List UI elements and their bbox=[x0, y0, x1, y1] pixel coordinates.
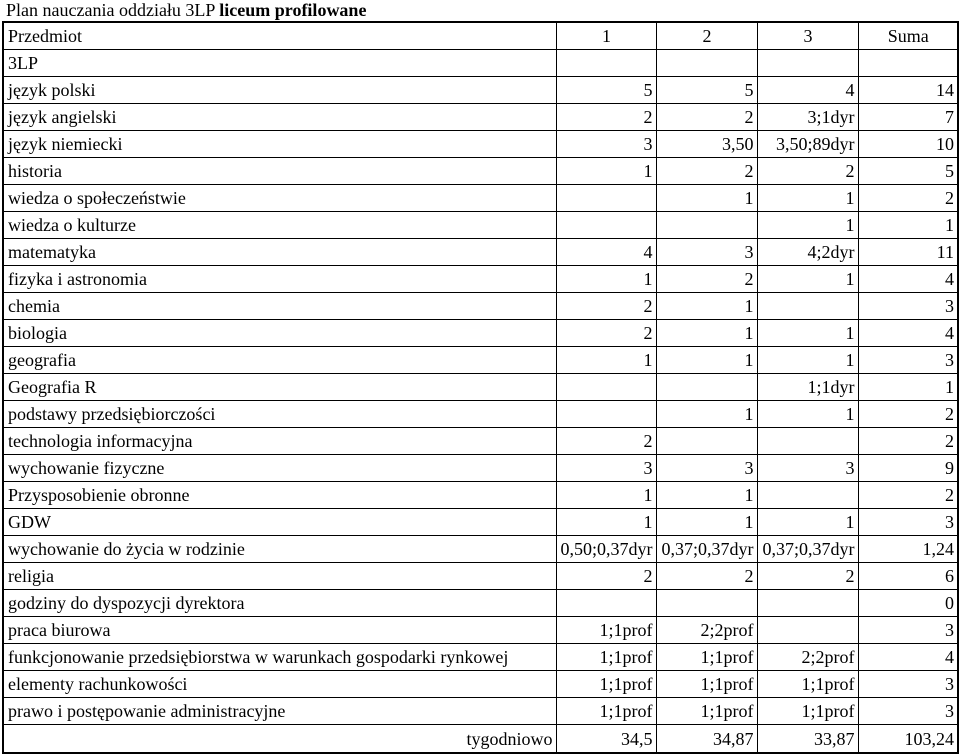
subject-cell: język niemiecki bbox=[3, 131, 556, 158]
header-col1: 1 bbox=[556, 22, 656, 50]
hours-value: 2 bbox=[845, 161, 855, 181]
hours-cell-sum bbox=[858, 374, 958, 401]
hours-value: 2 bbox=[744, 269, 754, 289]
hours-value: 1;1prof bbox=[599, 620, 653, 640]
table-row bbox=[3, 185, 958, 212]
table-row bbox=[3, 644, 958, 671]
hours-value: 7 bbox=[945, 107, 954, 127]
hours-cell-c2 bbox=[656, 320, 757, 347]
header-sum: Suma bbox=[858, 22, 958, 50]
total-label: tygodniowo bbox=[3, 725, 556, 754]
class-row bbox=[3, 50, 958, 77]
hours-cell-sum bbox=[858, 698, 958, 725]
hours-cell-sum bbox=[858, 428, 958, 455]
hours-value: 1 bbox=[845, 512, 855, 532]
subject-cell: prawo i postępowanie administracyjne bbox=[3, 698, 556, 725]
hours-cell-sum bbox=[858, 212, 958, 239]
hours-cell-c3 bbox=[757, 320, 858, 347]
hours-value: 9 bbox=[945, 458, 954, 478]
hours-cell-c2 bbox=[656, 131, 757, 158]
hours-value: 4 bbox=[643, 242, 653, 262]
hours-value: 3 bbox=[945, 674, 954, 694]
hours-value: 1 bbox=[845, 350, 855, 370]
hours-value: 3 bbox=[744, 242, 754, 262]
hours-cell-c2 bbox=[656, 401, 757, 428]
hours-value: 1 bbox=[845, 323, 855, 343]
hours-cell-c1 bbox=[556, 131, 656, 158]
subject-cell: technologia informacyjna bbox=[3, 428, 556, 455]
hours-value: 1 bbox=[643, 269, 653, 289]
table-row bbox=[3, 617, 958, 644]
hours-cell-sum bbox=[858, 644, 958, 671]
curriculum-table bbox=[2, 21, 959, 754]
hours-value: 3 bbox=[744, 458, 754, 478]
hours-cell-c1 bbox=[556, 293, 656, 320]
hours-cell-c2 bbox=[656, 590, 757, 617]
table-row bbox=[3, 455, 958, 482]
hours-cell-sum bbox=[858, 455, 958, 482]
hours-value: 1,24 bbox=[922, 539, 954, 559]
hours-value: 1 bbox=[643, 350, 653, 370]
subject-cell: wiedza o społeczeństwie bbox=[3, 185, 556, 212]
total-col2: 34,87 bbox=[656, 725, 757, 754]
hours-cell-c2 bbox=[656, 428, 757, 455]
hours-value: 1;1prof bbox=[801, 674, 855, 694]
document-title bbox=[0, 0, 960, 21]
hours-cell-c2 bbox=[656, 563, 757, 590]
subject-cell: historia bbox=[3, 158, 556, 185]
hours-cell-c1 bbox=[556, 239, 656, 266]
hours-cell-sum bbox=[858, 617, 958, 644]
hours-value: 1 bbox=[845, 404, 855, 424]
hours-value: 4 bbox=[945, 323, 954, 343]
hours-cell-c1 bbox=[556, 698, 656, 725]
table-row bbox=[3, 698, 958, 725]
hours-cell-c3 bbox=[757, 158, 858, 185]
hours-cell-c3 bbox=[757, 104, 858, 131]
hours-cell-c3 bbox=[757, 428, 858, 455]
class-cell-empty bbox=[656, 50, 757, 77]
hours-value: 1 bbox=[744, 350, 754, 370]
hours-value: 3 bbox=[643, 134, 653, 154]
hours-cell-c1 bbox=[556, 617, 656, 644]
hours-value: 3 bbox=[945, 512, 954, 532]
hours-value: 14 bbox=[936, 80, 954, 100]
hours-value: 2 bbox=[643, 431, 653, 451]
hours-cell-c3 bbox=[757, 293, 858, 320]
hours-value: 3 bbox=[643, 458, 653, 478]
hours-cell-c3 bbox=[757, 563, 858, 590]
header-col3: 3 bbox=[757, 22, 858, 50]
hours-cell-c3 bbox=[757, 509, 858, 536]
hours-cell-c2 bbox=[656, 374, 757, 401]
hours-cell-sum bbox=[858, 239, 958, 266]
hours-value: 4;2dyr bbox=[807, 242, 855, 262]
hours-value: 3,50 bbox=[722, 134, 754, 154]
hours-value: 1 bbox=[945, 377, 954, 397]
title-prefix: Plan nauczania oddziału 3LP bbox=[6, 0, 220, 20]
hours-value: 2 bbox=[945, 431, 954, 451]
subject-cell: Przysposobienie obronne bbox=[3, 482, 556, 509]
hours-cell-c2 bbox=[656, 455, 757, 482]
hours-cell-c2 bbox=[656, 509, 757, 536]
hours-value: 6 bbox=[945, 566, 954, 586]
subject-cell: elementy rachunkowości bbox=[3, 671, 556, 698]
hours-cell-c2 bbox=[656, 266, 757, 293]
hours-value: 1;1prof bbox=[599, 701, 653, 721]
hours-cell-c1 bbox=[556, 320, 656, 347]
hours-value: 2 bbox=[945, 188, 954, 208]
table-row bbox=[3, 482, 958, 509]
hours-cell-c2 bbox=[656, 293, 757, 320]
hours-cell-c2 bbox=[656, 482, 757, 509]
hours-cell-c3 bbox=[757, 374, 858, 401]
hours-cell-c2 bbox=[656, 77, 757, 104]
hours-value: 5 bbox=[945, 161, 954, 181]
hours-value: 2 bbox=[744, 161, 754, 181]
hours-value: 1 bbox=[744, 323, 754, 343]
hours-cell-c1 bbox=[556, 266, 656, 293]
hours-cell-c1 bbox=[556, 347, 656, 374]
hours-cell-sum bbox=[858, 131, 958, 158]
hours-cell-c2 bbox=[656, 104, 757, 131]
subject-cell: chemia bbox=[3, 293, 556, 320]
table-row bbox=[3, 212, 958, 239]
hours-value: 1 bbox=[643, 512, 653, 532]
hours-value: 4 bbox=[945, 269, 954, 289]
hours-cell-sum bbox=[858, 482, 958, 509]
hours-cell-sum bbox=[858, 401, 958, 428]
hours-cell-c3 bbox=[757, 536, 858, 563]
hours-cell-c3 bbox=[757, 482, 858, 509]
hours-cell-sum bbox=[858, 77, 958, 104]
table-row bbox=[3, 563, 958, 590]
hours-value: 2 bbox=[643, 107, 653, 127]
hours-cell-c2 bbox=[656, 698, 757, 725]
subject-cell: religia bbox=[3, 563, 556, 590]
table-row bbox=[3, 104, 958, 131]
table-row bbox=[3, 239, 958, 266]
table-row bbox=[3, 266, 958, 293]
class-cell-empty bbox=[858, 50, 958, 77]
subject-cell: wychowanie do życia w rodzinie bbox=[3, 536, 556, 563]
hours-value: 2;2prof bbox=[801, 647, 855, 667]
table-row bbox=[3, 509, 958, 536]
subject-cell: fizyka i astronomia bbox=[3, 266, 556, 293]
table-row bbox=[3, 158, 958, 185]
hours-cell-c2 bbox=[656, 617, 757, 644]
hours-cell-c1 bbox=[556, 77, 656, 104]
hours-value: 1 bbox=[643, 161, 653, 181]
total-col3: 33,87 bbox=[757, 725, 858, 754]
hours-cell-c3 bbox=[757, 77, 858, 104]
hours-cell-sum bbox=[858, 104, 958, 131]
hours-value: 1;1prof bbox=[700, 701, 754, 721]
hours-value: 11 bbox=[936, 242, 954, 262]
hours-cell-c1 bbox=[556, 374, 656, 401]
hours-value: 5 bbox=[643, 80, 653, 100]
hours-cell-c1 bbox=[556, 158, 656, 185]
subject-cell: wiedza o kulturze bbox=[3, 212, 556, 239]
hours-value: 1;1prof bbox=[700, 647, 754, 667]
class-label: 3LP bbox=[3, 50, 556, 77]
subject-cell: podstawy przedsiębiorczości bbox=[3, 401, 556, 428]
class-cell-empty bbox=[556, 50, 656, 77]
subject-cell: język polski bbox=[3, 77, 556, 104]
total-col1: 34,5 bbox=[556, 725, 656, 754]
hours-value: 3 bbox=[945, 350, 954, 370]
table-row bbox=[3, 374, 958, 401]
table-row bbox=[3, 401, 958, 428]
hours-value: 1 bbox=[945, 215, 954, 235]
hours-cell-c2 bbox=[656, 644, 757, 671]
hours-value: 1 bbox=[845, 215, 855, 235]
total-sum: 103,24 bbox=[858, 725, 958, 754]
hours-cell-c3 bbox=[757, 671, 858, 698]
hours-cell-c3 bbox=[757, 401, 858, 428]
hours-cell-sum bbox=[858, 320, 958, 347]
hours-cell-c1 bbox=[556, 104, 656, 131]
hours-value: 2;2prof bbox=[700, 620, 754, 640]
hours-cell-c1 bbox=[556, 428, 656, 455]
hours-cell-c3 bbox=[757, 590, 858, 617]
header-subject: Przedmiot bbox=[3, 22, 556, 50]
hours-value: 1 bbox=[845, 269, 855, 289]
hours-cell-c3 bbox=[757, 185, 858, 212]
hours-cell-c1 bbox=[556, 590, 656, 617]
hours-value: 1 bbox=[744, 296, 754, 316]
hours-value: 2 bbox=[643, 296, 653, 316]
class-cell-empty bbox=[757, 50, 858, 77]
subject-cell: wychowanie fizyczne bbox=[3, 455, 556, 482]
hours-value: 1 bbox=[845, 188, 855, 208]
hours-cell-c2 bbox=[656, 536, 757, 563]
table-row bbox=[3, 536, 958, 563]
hours-cell-c3 bbox=[757, 455, 858, 482]
hours-cell-c1 bbox=[556, 509, 656, 536]
hours-cell-c1 bbox=[556, 482, 656, 509]
subject-cell: Geografia R bbox=[3, 374, 556, 401]
subject-cell: GDW bbox=[3, 509, 556, 536]
hours-cell-c1 bbox=[556, 401, 656, 428]
table-row bbox=[3, 590, 958, 617]
hours-cell-c2 bbox=[656, 185, 757, 212]
hours-value: 0,37;0,37dyr bbox=[661, 539, 754, 559]
subject-cell: matematyka bbox=[3, 239, 556, 266]
hours-value: 3 bbox=[945, 620, 954, 640]
hours-cell-sum bbox=[858, 671, 958, 698]
hours-value: 1 bbox=[744, 188, 754, 208]
hours-cell-sum bbox=[858, 509, 958, 536]
hours-value: 3 bbox=[945, 296, 954, 316]
hours-cell-c1 bbox=[556, 671, 656, 698]
hours-value: 1;1prof bbox=[801, 701, 855, 721]
hours-value: 0,37;0,37dyr bbox=[762, 539, 855, 559]
hours-value: 1;1prof bbox=[599, 647, 653, 667]
hours-cell-c2 bbox=[656, 671, 757, 698]
subject-cell: geografia bbox=[3, 347, 556, 374]
hours-cell-c1 bbox=[556, 455, 656, 482]
table-row bbox=[3, 428, 958, 455]
total-row bbox=[3, 725, 958, 754]
hours-cell-c2 bbox=[656, 212, 757, 239]
curriculum-table-body bbox=[3, 22, 958, 753]
hours-value: 2 bbox=[744, 107, 754, 127]
hours-value: 1 bbox=[744, 512, 754, 532]
hours-value: 1;1prof bbox=[599, 674, 653, 694]
hours-value: 3,50;89dyr bbox=[776, 134, 855, 154]
table-row bbox=[3, 293, 958, 320]
table-row bbox=[3, 320, 958, 347]
table-row bbox=[3, 131, 958, 158]
header-col2: 2 bbox=[656, 22, 757, 50]
hours-cell-c1 bbox=[556, 563, 656, 590]
hours-cell-c3 bbox=[757, 698, 858, 725]
subject-cell: godziny do dyspozycji dyrektora bbox=[3, 590, 556, 617]
title-bold: liceum profilowane bbox=[219, 0, 367, 20]
hours-value: 4 bbox=[845, 80, 855, 100]
hours-cell-c2 bbox=[656, 158, 757, 185]
hours-cell-c3 bbox=[757, 617, 858, 644]
hours-cell-sum bbox=[858, 266, 958, 293]
hours-value: 3;1dyr bbox=[807, 107, 855, 127]
hours-value: 5 bbox=[744, 80, 754, 100]
hours-cell-sum bbox=[858, 293, 958, 320]
table-row bbox=[3, 671, 958, 698]
hours-cell-c3 bbox=[757, 131, 858, 158]
table-row bbox=[3, 347, 958, 374]
hours-cell-sum bbox=[858, 158, 958, 185]
hours-value: 2 bbox=[945, 485, 954, 505]
hours-value: 2 bbox=[945, 404, 954, 424]
hours-cell-sum bbox=[858, 563, 958, 590]
hours-cell-c1 bbox=[556, 212, 656, 239]
hours-value: 1;1dyr bbox=[807, 377, 855, 397]
hours-value: 10 bbox=[936, 134, 954, 154]
hours-cell-c3 bbox=[757, 266, 858, 293]
hours-value: 2 bbox=[643, 323, 653, 343]
hours-value: 2 bbox=[744, 566, 754, 586]
hours-cell-c3 bbox=[757, 239, 858, 266]
hours-cell-c3 bbox=[757, 347, 858, 374]
hours-cell-c1 bbox=[556, 536, 656, 563]
hours-value: 4 bbox=[945, 647, 954, 667]
hours-value: 1;1prof bbox=[700, 674, 754, 694]
hours-cell-c3 bbox=[757, 212, 858, 239]
hours-value: 1 bbox=[643, 485, 653, 505]
hours-value: 2 bbox=[845, 566, 855, 586]
table-row bbox=[3, 77, 958, 104]
hours-cell-c2 bbox=[656, 239, 757, 266]
hours-cell-sum bbox=[858, 347, 958, 374]
subject-cell: język angielski bbox=[3, 104, 556, 131]
hours-cell-c1 bbox=[556, 644, 656, 671]
hours-cell-c1 bbox=[556, 185, 656, 212]
hours-cell-c2 bbox=[656, 347, 757, 374]
hours-value: 0 bbox=[945, 593, 954, 613]
hours-cell-c3 bbox=[757, 644, 858, 671]
hours-value: 1 bbox=[744, 485, 754, 505]
subject-cell: biologia bbox=[3, 320, 556, 347]
hours-value: 2 bbox=[643, 566, 653, 586]
hours-value: 1 bbox=[744, 404, 754, 424]
hours-cell-sum bbox=[858, 590, 958, 617]
subject-cell: praca biurowa bbox=[3, 617, 556, 644]
hours-value: 0,50;0,37dyr bbox=[560, 539, 653, 559]
subject-cell: funkcjonowanie przedsiębiorstwa w warunkach gospodarki rynkowej bbox=[3, 644, 556, 671]
hours-value: 3 bbox=[845, 458, 855, 478]
hours-cell-sum bbox=[858, 536, 958, 563]
hours-value: 3 bbox=[945, 701, 954, 721]
header-row bbox=[3, 22, 958, 50]
hours-cell-sum bbox=[858, 185, 958, 212]
